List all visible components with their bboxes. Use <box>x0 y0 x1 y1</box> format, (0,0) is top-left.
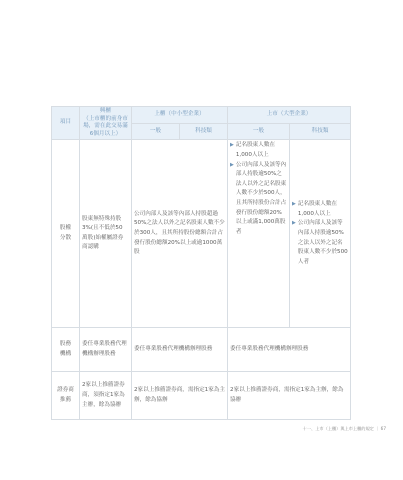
listing-requirements-table <box>51 106 351 420</box>
bullet-item <box>230 161 287 238</box>
cell-underwriter-emerging: 2家以上推薦證券商，須指定1家為主辦，餘為協辦 <box>80 372 132 420</box>
cell-equity-twse-tech <box>290 140 351 328</box>
header-otc-group: 上櫃（中小型企業） <box>132 107 228 124</box>
bullet-item <box>292 219 348 267</box>
bullet-item <box>230 141 287 160</box>
header-twse-group: 上市（大型企業） <box>228 107 351 124</box>
cell-equity-otc: 公司內部人及該等內部人持股超過50%之法人以外之記名股東人數不少於300人，且其所持股份總額合計占發行股份總額20%以上或逾1000萬股 <box>132 140 228 328</box>
triangle-bullet-icon: ▶ <box>230 161 234 168</box>
header-emerging: 興櫃 （上市櫃的前身市 場，需在此交易滿 6個月以上） <box>80 107 132 140</box>
triangle-bullet-icon: ▶ <box>292 201 296 208</box>
bullet-text: 記名股東人數在1,000人以上 <box>235 142 276 158</box>
row-equity-distribution <box>52 140 351 328</box>
header-otc-tech: 科技類 <box>180 123 228 140</box>
cell-agency-emerging: 委任專業股務代理機構辦理股務 <box>80 328 132 372</box>
cell-underwriter-otc: 2家以上推薦證券商，需指定1家為主辦，餘為協辦 <box>132 372 228 420</box>
header-otc-general: 一般 <box>132 123 180 140</box>
header-twse-tech: 科技類 <box>290 123 351 140</box>
triangle-bullet-icon: ▶ <box>292 220 296 227</box>
cell-agency-otc: 委任專業股務代理機構辦理股務 <box>132 328 228 372</box>
bullet-item <box>292 200 348 219</box>
row-underwriter <box>52 372 351 420</box>
row-label-equity: 股權 分散 <box>52 140 80 328</box>
bullet-text: 公司內部人及該等內部人持股逾50%之法人以外之記名股東人數不少於500人，且其所持股份合計占發行股份總額20%以上或滿1,000萬股者 <box>235 161 287 235</box>
cell-equity-emerging: 股東無特殊持股 3%(且不低於50 萬股)始權屬證券 商認購 <box>80 140 132 328</box>
cell-agency-twse: 委任專業股務代理機構辦理股務 <box>228 328 351 372</box>
header-row-1 <box>52 107 351 124</box>
cell-underwriter-twse: 2家以上推薦證券商，需指定1家為主辦，餘為協辦 <box>228 372 351 420</box>
bullet-text: 公司內部人及該等內部人持股逾50%之法人以外之記名股東人數不少於500人者 <box>297 220 348 265</box>
row-share-agency <box>52 328 351 372</box>
page-footer: 十一、上市（上櫃）與上市上櫃的規定 ｜ 67 <box>302 426 386 431</box>
header-item: 項目 <box>52 107 80 140</box>
bullet-text: 記名股東人數在1,000人以上 <box>297 201 338 217</box>
header-twse-general: 一般 <box>228 123 290 140</box>
triangle-bullet-icon: ▶ <box>230 142 234 149</box>
cell-equity-twse-general <box>228 140 290 328</box>
row-label-underwriter: 證券商 推薦 <box>52 372 80 420</box>
row-label-agency: 股務 機構 <box>52 328 80 372</box>
